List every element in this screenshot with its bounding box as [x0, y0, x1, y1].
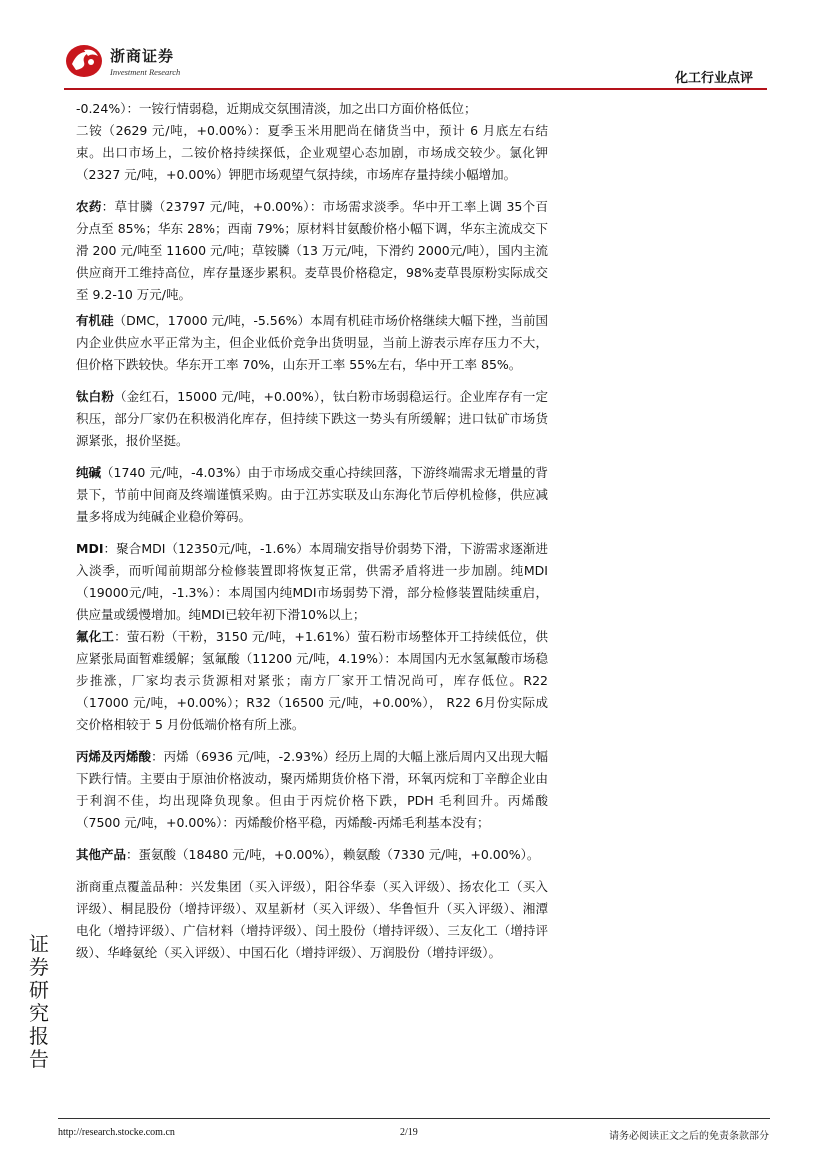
section-text-propylene: ：丙烯（6936 元/吨，-2.93%）经历上周的大幅上涨后周内又出现大幅下跌行情。主要由于原油价格波动，聚丙烯期货价格下滑，环氧丙烷和丁辛醇企业由于利润不佳，均出现降负现象。但由于丙烷价格下跌，PDH 毛利回升。丙烯酸（7500 元/吨，+0.00%）：丙烯酸价格平稳，丙烯酸-丙烯毛利基本没有；: [76, 749, 548, 830]
section-text-fluorochemicals: ：萤石粉（干粉，3150 元/吨，+1.61%）萤石粉市场整体开工持续低位，供应紧张局面暂难缓解；氢氟酸（11200 元/吨，4.19%）：本周国内无水氢氟酸市场稳步推涨，厂家均表示货源相对紧张；南方厂家开工情况尚可，库存低位。R22（17000 元/吨，+0.00%）；R32（16500 元/吨，+0.00%）， R22 6月份实际成交价格相较于 5 月份低端价格有所上涨。: [76, 629, 548, 732]
side-stamp-char: 证: [29, 932, 49, 956]
section-label-titanium-dioxide: 钛白粉: [76, 389, 114, 404]
company-logo-icon: [64, 40, 104, 80]
report-type: 化工行业点评: [674, 71, 753, 86]
company-subtitle: Investment Research: [110, 67, 181, 77]
section-text-titanium-dioxide: （金红石，15000 元/吨，+0.00%），钛白粉市场弱稳运行。企业库存有一定积压，部分厂家仍在积极消化库存，但持续下跌这一势头有所缓解；进口钛矿市场货源紧张，报价坚挺。: [76, 389, 548, 448]
section-label-mdi: MDI: [76, 541, 104, 556]
paragraph-ammonium-phosphate: -0.24%）：一铵行情弱稳，近期成交氛围清淡，加之出口方面价格低位；: [76, 101, 477, 116]
footer-url-link[interactable]: http://research.stocke.com.cn: [58, 1127, 175, 1138]
section-text-soda-ash: （1740 元/吨，-4.03%）由于市场成交重心持续回落，下游终端需求无增量的背景下，节前中间商及终端谨慎采购。由于江苏实联及山东海化节后停机检修，供应减量多将成为纯碱企业稳价筹码。: [76, 465, 548, 524]
section-label-propylene: 丙烯及丙烯酸: [76, 749, 152, 764]
footer-divider: [58, 1118, 770, 1119]
company-name: 浙商证券: [110, 47, 175, 65]
section-label-soda-ash: 纯碱: [76, 465, 102, 480]
section-label-fluorochemicals: 氟化工: [76, 629, 115, 644]
paragraph-fluorochemicals: [76, 626, 548, 736]
paragraph-propylene: [76, 746, 548, 834]
section-text-silicone: （DMC，17000 元/吨，-5.56%）本周有机硅市场价格继续大幅下挫，当前国内企业供应水平正常为主，但企业低价竞争出货明显，当前上游表示库存压力不大，但价格下跌较快。华东开工率 70%，山东开工率 55%左右，华中开工率 85%。: [76, 313, 548, 372]
paragraph-other-products: [76, 844, 548, 866]
paragraph-coverage-list: 浙商重点覆盖品种：兴发集团（买入评级），阳谷华泰（买入评级）、扬农化工（买入评级）、桐昆股份（增持评级）、双星新材（买入评级）、华鲁恒升（买入评级）、湘潭电化（增持评级）、广信材料（增持评级）、闰土股份（增持评级）、三友化工（增持评级）、华峰氨纶（买入评级）、中国石化（增持评级）、万润股份（增持评级）。: [76, 879, 548, 960]
header-divider: [64, 88, 767, 90]
side-stamp-char: 研: [29, 978, 49, 1002]
page-number: 2/19: [400, 1127, 418, 1138]
section-label-other-products: 其他产品: [76, 847, 127, 862]
section-text-pesticides: ：草甘膦（23797 元/吨，+0.00%）：市场需求淡季。华中开工率上调 35个百分点至 85%；华东 28%；西南 79%；原材料甘氨酸价格小幅下调，华东主流成交下滑 200 元/吨至 11600 元/吨；草铵膦（13 万元/吨，下滑约 2000元/吨），国内主流供应商开工维持高位，库存量逐步累积。麦草畏价格稳定，98%麦草畏原粉实际成交至 9.2-10 万元/吨。: [76, 199, 548, 302]
paragraph-titanium-dioxide: [76, 386, 548, 452]
side-stamp-char: 告: [29, 1047, 49, 1071]
side-stamp-char: 券: [29, 955, 49, 979]
side-stamp-report-label: [27, 933, 51, 1071]
paragraph-pesticides: [76, 196, 548, 306]
page-header: [0, 0, 827, 92]
report-body: [76, 98, 548, 964]
side-stamp-char: 究: [29, 1001, 49, 1025]
footer-disclaimer: 请务必阅读正文之后的免责条款部分: [609, 1131, 769, 1142]
paragraph-dap-potash: 二铵（2629 元/吨，+0.00%）：夏季玉米用肥尚在储货当中，预计 6 月底左右结束。出口市场上，二铵价格持续探低，企业观望心态加剧，市场成交较少。氯化钾（2327 元/吨，+0.00%）钾肥市场观望气氛持续，市场库存量持续小幅增加。: [76, 123, 548, 182]
paragraph-soda-ash: [76, 462, 548, 528]
section-text-mdi: ：聚合MDI（12350元/吨，-1.6%）本周瑞安指导价弱势下滑，下游需求逐渐进入淡季，而听闻前期部分检修装置即将恢复正常，供需矛盾将进一步加剧。纯MDI（19000元/吨，-1.3%）：本周国内纯MDI市场弱势下滑，部分检修装置陆续重启，供应量或缓慢增加。纯MDI已较年初下滑10%以上；: [76, 541, 548, 622]
paragraph-silicone: [76, 310, 548, 376]
section-text-other-products: ：蛋氨酸（18480 元/吨，+0.00%），赖氨酸（7330 元/吨，+0.00%）。: [126, 847, 540, 862]
section-label-pesticides: 农药: [76, 199, 102, 214]
side-stamp-char: 报: [29, 1024, 49, 1048]
section-label-silicone: 有机硅: [76, 313, 114, 328]
paragraph-mdi: [76, 538, 548, 626]
